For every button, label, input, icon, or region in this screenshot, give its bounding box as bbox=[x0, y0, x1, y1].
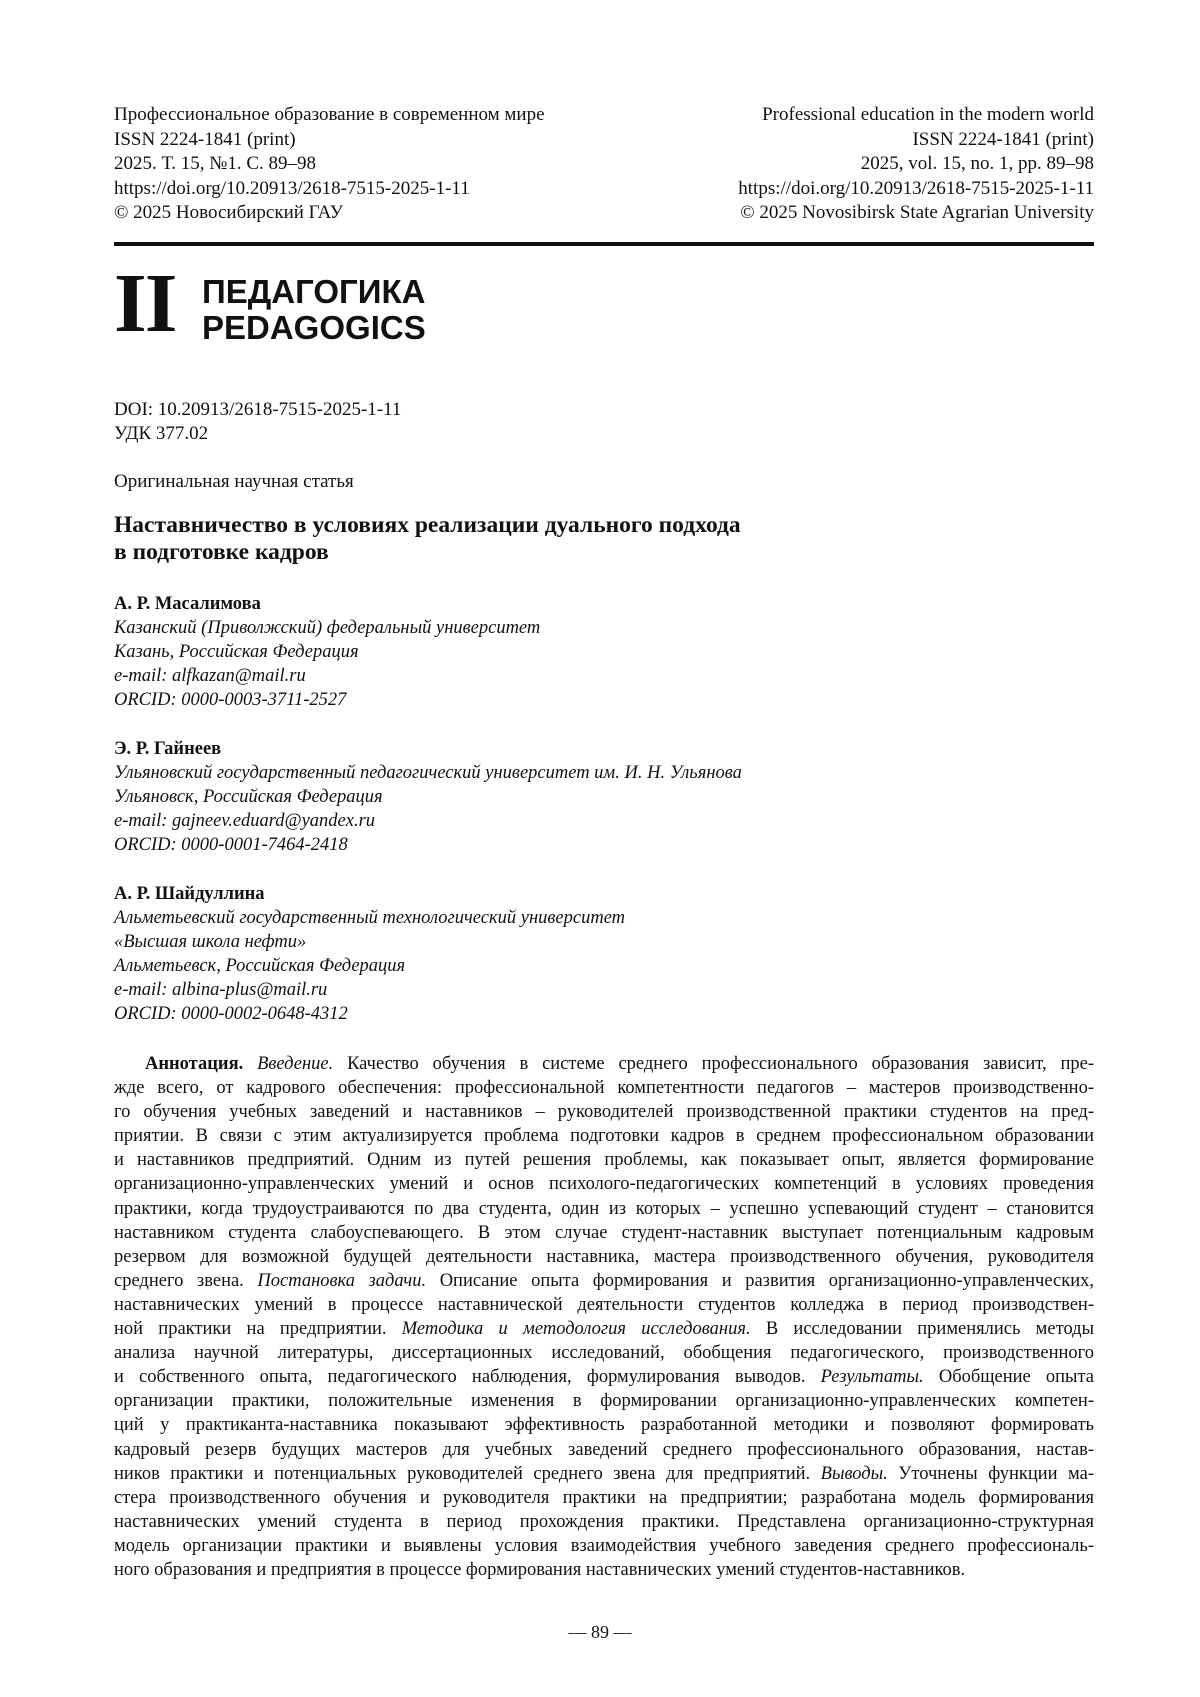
article-title-line-2: в подготовке кадров bbox=[114, 539, 1014, 566]
abstract-line: организационно-управленческих умений и основ психолого-педагогических компетенций в условиях проведения bbox=[114, 1172, 1094, 1196]
author-city: Казань, Российская Федерация bbox=[114, 640, 540, 664]
author-email[interactable]: e-mail: albina-plus@mail.ru bbox=[114, 978, 625, 1002]
author-orcid[interactable]: ORCID: 0000-0003-3711-2527 bbox=[114, 688, 540, 712]
abstract-line bbox=[114, 1317, 1094, 1341]
author-city: Альметьевск, Российская Федерация bbox=[114, 954, 625, 978]
abstract-line: резервом для возможной будущей деятельности наставника, мастера производственного обучения, руководителя bbox=[114, 1245, 1094, 1269]
abstract-text: Уточнены функции ма- bbox=[888, 1464, 1094, 1484]
copyright-en: © 2025 Novosibirsk State Agrarian University bbox=[738, 201, 1094, 226]
header-divider bbox=[114, 242, 1094, 246]
abstract-line: наставнических умений студента в период прохождения практики. Представлена организационно-структурная bbox=[114, 1510, 1094, 1534]
article-type: Оригинальная научная статья bbox=[114, 470, 354, 494]
author-affiliation: Ульяновский государственный педагогический университет им. И. Н. Ульянова bbox=[114, 761, 742, 785]
abstract-line: жде всего, от кадрового обеспечения: профессиональной компетентности педагогов – мастеров производственно- bbox=[114, 1076, 1094, 1100]
section-titles bbox=[202, 274, 426, 346]
copyright-ru: © 2025 Новосибирский ГАУ bbox=[114, 201, 545, 226]
abstract-conclusions-heading: Выводы. bbox=[821, 1464, 888, 1484]
author-name: А. Р. Масалимова bbox=[114, 592, 540, 616]
issn-en: ISSN 2224-1841 (print) bbox=[738, 128, 1094, 153]
section-number: II bbox=[114, 262, 175, 346]
abstract-line: приятии. В связи с этим актуализируется проблема подготовки кадров в среднем профессиональном образовании bbox=[114, 1124, 1094, 1148]
abstract-task-heading: Постановка задачи. bbox=[257, 1271, 426, 1291]
abstract-results-heading: Результаты. bbox=[821, 1367, 924, 1387]
author-orcid[interactable]: ORCID: 0000-0001-7464-2418 bbox=[114, 833, 742, 857]
page-number: — 89 — bbox=[0, 1621, 1200, 1643]
issue-ru: 2025. Т. 15, №1. С. 89–98 bbox=[114, 152, 545, 177]
journal-name-ru: Профессиональное образование в современном мире bbox=[114, 103, 545, 128]
author-email[interactable]: e-mail: gajneev.eduard@yandex.ru bbox=[114, 809, 742, 833]
abstract-line: ций у практиканта-наставника показывают эффективность разработанной методики и позволяют формировать bbox=[114, 1413, 1094, 1437]
abstract-text: Качество обучения в системе среднего профессионального образования зависит, пре- bbox=[333, 1054, 1094, 1074]
author-name: Э. Р. Гайнеев bbox=[114, 737, 742, 761]
article-doi[interactable]: DOI: 10.20913/2618-7515-2025-1-11 bbox=[114, 398, 401, 422]
abstract-text: В исследовании применялись методы bbox=[751, 1319, 1094, 1339]
abstract-line: анализа научной литературы, диссертационных исследований, обобщения педагогического, производственного bbox=[114, 1341, 1094, 1365]
article-title bbox=[114, 512, 1014, 566]
author-affiliation-line-2: «Высшая школа нефти» bbox=[114, 930, 625, 954]
abstract-text: ной практики на предприятии. bbox=[114, 1319, 402, 1339]
article-udk: УДК 377.02 bbox=[114, 422, 401, 446]
abstract-line: организации практики, положительные изменения в формировании организационно-управленческих компетен- bbox=[114, 1389, 1094, 1413]
section-title-en: PEDAGOGICS bbox=[202, 310, 426, 346]
abstract-label: Аннотация. bbox=[145, 1054, 243, 1074]
abstract-text: среднего звена. bbox=[114, 1271, 257, 1291]
journal-page bbox=[0, 0, 1200, 1697]
author-orcid[interactable]: ORCID: 0000-0002-0648-4312 bbox=[114, 1002, 625, 1026]
section-title-ru: ПЕДАГОГИКА bbox=[202, 274, 426, 310]
header-left-ru bbox=[114, 103, 545, 226]
abstract-text: и собственного опыта, педагогического наблюдения, формулирования выводов. bbox=[114, 1367, 821, 1387]
abstract-method-heading: Методика и методология исследования. bbox=[402, 1319, 751, 1339]
abstract-text: Описание опыта формирования и развития организационно-управленческих, bbox=[426, 1271, 1094, 1291]
header-right-en bbox=[738, 103, 1094, 226]
abstract-line: кадровый резерв будущих мастеров для учебных заведений среднего профессионального образования, настав- bbox=[114, 1438, 1094, 1462]
abstract-line: го обучения учебных заведений и наставников – руководителей производственной практики студентов на пред- bbox=[114, 1100, 1094, 1124]
abstract bbox=[114, 1052, 1094, 1582]
abstract-line: ного образования и предприятия в процессе формирования наставнических умений студентов-наставников. bbox=[114, 1558, 1094, 1582]
abstract-line: и наставников предприятий. Одним из путей решения проблемы, как показывает опыт, является формирование bbox=[114, 1148, 1094, 1172]
abstract-intro-heading: Введение. bbox=[257, 1054, 333, 1074]
author-affiliation: Казанский (Приволжский) федеральный университет bbox=[114, 616, 540, 640]
article-meta bbox=[114, 398, 401, 446]
author-name: А. Р. Шайдуллина bbox=[114, 882, 625, 906]
doi-link-en[interactable]: https://doi.org/10.20913/2618-7515-2025-1-11 bbox=[738, 177, 1094, 202]
doi-link-ru[interactable]: https://doi.org/10.20913/2618-7515-2025-1-11 bbox=[114, 177, 545, 202]
author-email[interactable]: e-mail: alfkazan@mail.ru bbox=[114, 664, 540, 688]
abstract-line: наставнических умений в процессе наставнической деятельности студентов колледжа в период производствен- bbox=[114, 1293, 1094, 1317]
abstract-line: наставником студента слабоуспевающего. В этом случае студент-наставник выступает потенциальным кадровым bbox=[114, 1221, 1094, 1245]
journal-name-en: Professional education in the modern world bbox=[738, 103, 1094, 128]
abstract-line: практики, когда трудоустраиваются по два студента, один из которых – успешно успевающий студент – становится bbox=[114, 1197, 1094, 1221]
abstract-line: стера производственного обучения и руководителя практики на предприятии; разработана модель формирования bbox=[114, 1486, 1094, 1510]
author-affiliation: Альметьевский государственный технологический университет bbox=[114, 906, 625, 930]
abstract-text: Обобщение опыта bbox=[924, 1367, 1094, 1387]
abstract-line bbox=[114, 1052, 1094, 1076]
abstract-line bbox=[114, 1365, 1094, 1389]
abstract-text: ников практики и потенциальных руководителей среднего звена для предприятий. bbox=[114, 1464, 821, 1484]
author-block bbox=[114, 737, 742, 857]
issue-en: 2025, vol. 15, no. 1, pp. 89–98 bbox=[738, 152, 1094, 177]
author-block bbox=[114, 882, 625, 1026]
abstract-line: модель организации практики и выявлены условия взаимодействия учебного заведения среднего профессиональ- bbox=[114, 1534, 1094, 1558]
author-block bbox=[114, 592, 540, 712]
abstract-line bbox=[114, 1462, 1094, 1486]
author-city: Ульяновск, Российская Федерация bbox=[114, 785, 742, 809]
issn-ru: ISSN 2224-1841 (print) bbox=[114, 128, 545, 153]
article-title-line-1: Наставничество в условиях реализации дуального подхода bbox=[114, 512, 1014, 539]
abstract-line bbox=[114, 1269, 1094, 1293]
